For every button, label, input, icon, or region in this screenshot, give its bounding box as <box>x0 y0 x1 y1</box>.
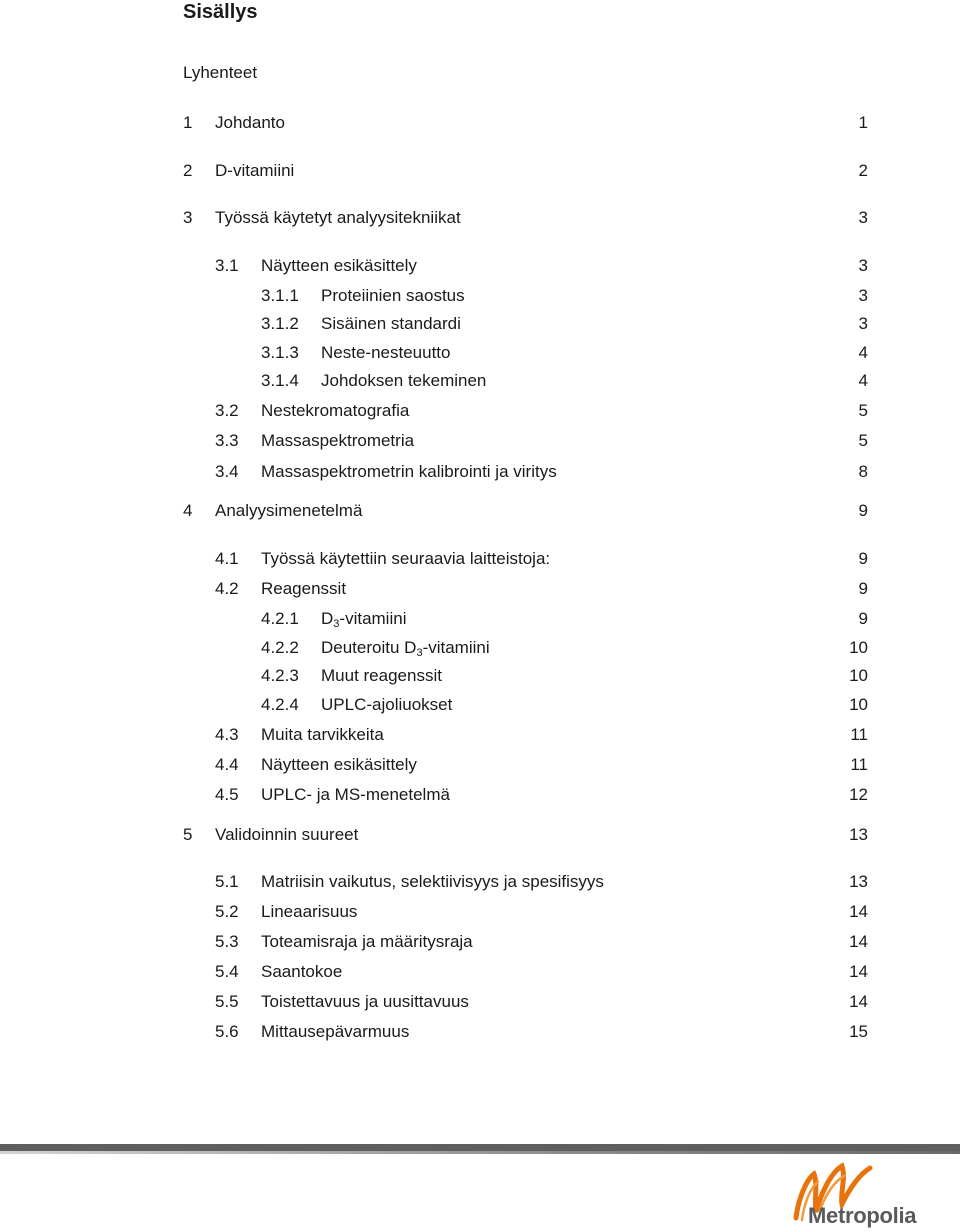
toc-entry-number: 4.4 <box>215 755 239 774</box>
subscript-3: 3 <box>416 647 423 659</box>
toc-entry-number: 3.3 <box>215 431 239 450</box>
toc-entry-label: Lineaarisuus <box>261 902 358 921</box>
toc-entry-number: 2 <box>183 161 193 180</box>
toc-entry-page: 1 <box>858 113 868 132</box>
toc-entry-page: 13 <box>849 872 868 891</box>
toc-entry-5-1[interactable] <box>0 870 960 894</box>
toc-entry-page: 3 <box>858 286 868 305</box>
toc-entry-label: Proteiinien saostus <box>321 286 465 305</box>
toc-entry-page: 13 <box>849 825 868 844</box>
toc-entry-5-6[interactable] <box>0 1020 960 1044</box>
toc-entry-number: 3.1.2 <box>261 314 299 333</box>
toc-entry-page: 14 <box>849 962 868 981</box>
toc-entry-label: Muita tarvikkeita <box>261 725 384 744</box>
toc-entry-page: 15 <box>849 1022 868 1041</box>
toc-entry-page: 3 <box>858 208 868 227</box>
toc-entry-number: 4.3 <box>215 725 239 744</box>
toc-entry-label: Johdoksen tekeminen <box>321 371 487 390</box>
toc-entry-label: Validoinnin suureet <box>215 825 359 844</box>
toc-entry-label: Lyhenteet <box>183 63 258 82</box>
toc-entry-number: 3.1.3 <box>261 343 299 362</box>
toc-entry-4-2[interactable] <box>0 577 960 601</box>
toc-entry-number: 5 <box>183 825 193 844</box>
toc-entry-label: Näytteen esikäsittely <box>261 755 417 774</box>
toc-entry-4-2-2[interactable] <box>0 636 960 660</box>
toc-entry-page: 12 <box>849 785 868 804</box>
toc-entry-label: UPLC-ajoliuokset <box>321 695 453 714</box>
toc-entry-number: 3.1.1 <box>261 286 299 305</box>
toc-entry-number: 4.2.2 <box>261 638 299 657</box>
toc-entry-number: 4.5 <box>215 785 239 804</box>
toc-entry-page: 4 <box>858 371 868 390</box>
toc-entry-number: 4.1 <box>215 549 239 568</box>
toc-entry-label: Massaspektrometria <box>261 431 415 450</box>
toc-entry-4-3[interactable] <box>0 723 960 747</box>
toc-entry-number: 3 <box>183 208 193 227</box>
toc-entry-page: 10 <box>849 666 868 685</box>
toc-entry-3-2[interactable] <box>0 399 960 423</box>
toc-entry-number: 4.2.3 <box>261 666 299 685</box>
toc-entry-page: 10 <box>849 638 868 657</box>
footer-bar-gradient <box>0 1151 960 1154</box>
toc-entry-3-4[interactable] <box>0 460 960 484</box>
toc-entry-number: 5.1 <box>215 872 239 891</box>
toc-entry-number: 3.1.4 <box>261 371 299 390</box>
toc-entry-page: 4 <box>858 343 868 362</box>
toc-entry-number: 5.4 <box>215 962 239 981</box>
toc-entry-page: 9 <box>858 579 868 598</box>
toc-entry-label: Nestekromatografia <box>261 401 410 420</box>
toc-entry-4-4[interactable] <box>0 753 960 777</box>
footer-bar <box>0 1144 960 1151</box>
toc-entry-page: 14 <box>849 992 868 1011</box>
toc-entry-page: 3 <box>858 256 868 275</box>
toc-entry-label: Työssä käytettiin seuraavia laitteistoja: <box>261 549 551 568</box>
toc-entry-number: 5.6 <box>215 1022 239 1041</box>
toc-entry-4-2-1[interactable] <box>0 607 960 631</box>
metropolia-logo-text: Metropolia <box>808 1203 917 1228</box>
toc-entry-label: Johdanto <box>215 113 285 132</box>
toc-entry-page: 9 <box>858 501 868 520</box>
toc-entry-label: Reagenssit <box>261 579 347 598</box>
toc-entry-page: 3 <box>858 314 868 333</box>
toc-entry-label: Saantokoe <box>261 962 343 981</box>
toc-entry-4-2-3[interactable] <box>0 664 960 688</box>
toc-entry-page: 9 <box>858 609 868 628</box>
subscript-3: 3 <box>333 618 340 630</box>
toc-entry-label: Toteamisraja ja määritysraja <box>261 932 473 951</box>
label-text-post: -vitamiini <box>422 638 490 657</box>
toc-entry-number: 3.2 <box>215 401 239 420</box>
toc-entry-5-2[interactable] <box>0 900 960 924</box>
toc-entry-number: 1 <box>183 113 193 132</box>
toc-entry-page: 8 <box>858 462 868 481</box>
toc-entry-1[interactable] <box>0 111 960 135</box>
toc-entry-4-5[interactable] <box>0 783 960 807</box>
toc-entry-3[interactable] <box>0 206 960 230</box>
toc-entry-number: 5.5 <box>215 992 239 1011</box>
toc-entry-3-3[interactable] <box>0 429 960 453</box>
toc-entry-number: 4.2 <box>215 579 239 598</box>
toc-entry-5-5[interactable] <box>0 990 960 1014</box>
toc-entry-3-1[interactable] <box>0 254 960 278</box>
toc-entry-number: 3.1 <box>215 256 239 275</box>
toc-entry-page: 11 <box>850 725 868 744</box>
toc-entry-page: 14 <box>849 932 868 951</box>
toc-entry-page: 9 <box>858 549 868 568</box>
toc-entry-label <box>321 607 406 631</box>
toc-entry-page: 14 <box>849 902 868 921</box>
toc-entry-page: 5 <box>858 401 868 420</box>
toc-entry-number: 3.4 <box>215 462 239 481</box>
toc-entry-label: Mittausepävarmuus <box>261 1022 410 1041</box>
label-text-pre: Deuteroitu D <box>321 638 417 657</box>
toc-entry-page: 5 <box>858 431 868 450</box>
toc-entry-label: Neste-nesteuutto <box>321 343 451 362</box>
toc-entry-5-4[interactable] <box>0 960 960 984</box>
toc-entry-number: 5.3 <box>215 932 239 951</box>
toc-entry-number: 4.2.4 <box>261 695 299 714</box>
toc-entry-page: 11 <box>850 755 868 774</box>
label-text-post: -vitamiini <box>339 609 407 628</box>
toc-entry-5-3[interactable] <box>0 930 960 954</box>
toc-title: Sisällys <box>183 1 258 23</box>
toc-entry-label <box>321 636 490 660</box>
toc-entry-label: Matriisin vaikutus, selektiivisyys ja spesifisyys <box>261 872 604 891</box>
toc-entry-page: 10 <box>849 695 868 714</box>
toc-entry-3-1-1[interactable] <box>0 284 960 308</box>
toc-entry-4[interactable] <box>0 499 960 523</box>
toc-entry-label: D-vitamiini <box>215 161 295 180</box>
toc-entry-label: Sisäinen standardi <box>321 314 461 333</box>
toc-entry-label: Massaspektrometrin kalibrointi ja viritys <box>261 462 557 481</box>
toc-entry-page: 2 <box>858 161 868 180</box>
toc-entry-3-1-3[interactable] <box>0 341 960 365</box>
toc-entry-label: Työssä käytetyt analyysitekniikat <box>215 208 461 227</box>
toc-entry-2[interactable] <box>0 159 960 183</box>
toc-entry-lyhenteet[interactable] <box>0 61 960 85</box>
toc-entry-4-1[interactable] <box>0 547 960 571</box>
toc-entry-number: 4 <box>183 501 193 520</box>
toc-entry-5[interactable] <box>0 823 960 847</box>
toc-entry-4-2-4[interactable] <box>0 693 960 717</box>
label-text-pre: D <box>321 609 334 628</box>
toc-entry-label: Analyysimenetelmä <box>215 501 363 520</box>
toc-entry-number: 4.2.1 <box>261 609 299 628</box>
toc-entry-label: UPLC- ja MS-menetelmä <box>261 785 450 804</box>
toc-entry-number: 5.2 <box>215 902 239 921</box>
toc-entry-3-1-4[interactable] <box>0 369 960 393</box>
toc-entry-label: Näytteen esikäsittely <box>261 256 417 275</box>
toc-entry-3-1-2[interactable] <box>0 312 960 336</box>
toc-entry-label: Toistettavuus ja uusittavuus <box>261 992 469 1011</box>
toc-entry-label: Muut reagenssit <box>321 666 442 685</box>
